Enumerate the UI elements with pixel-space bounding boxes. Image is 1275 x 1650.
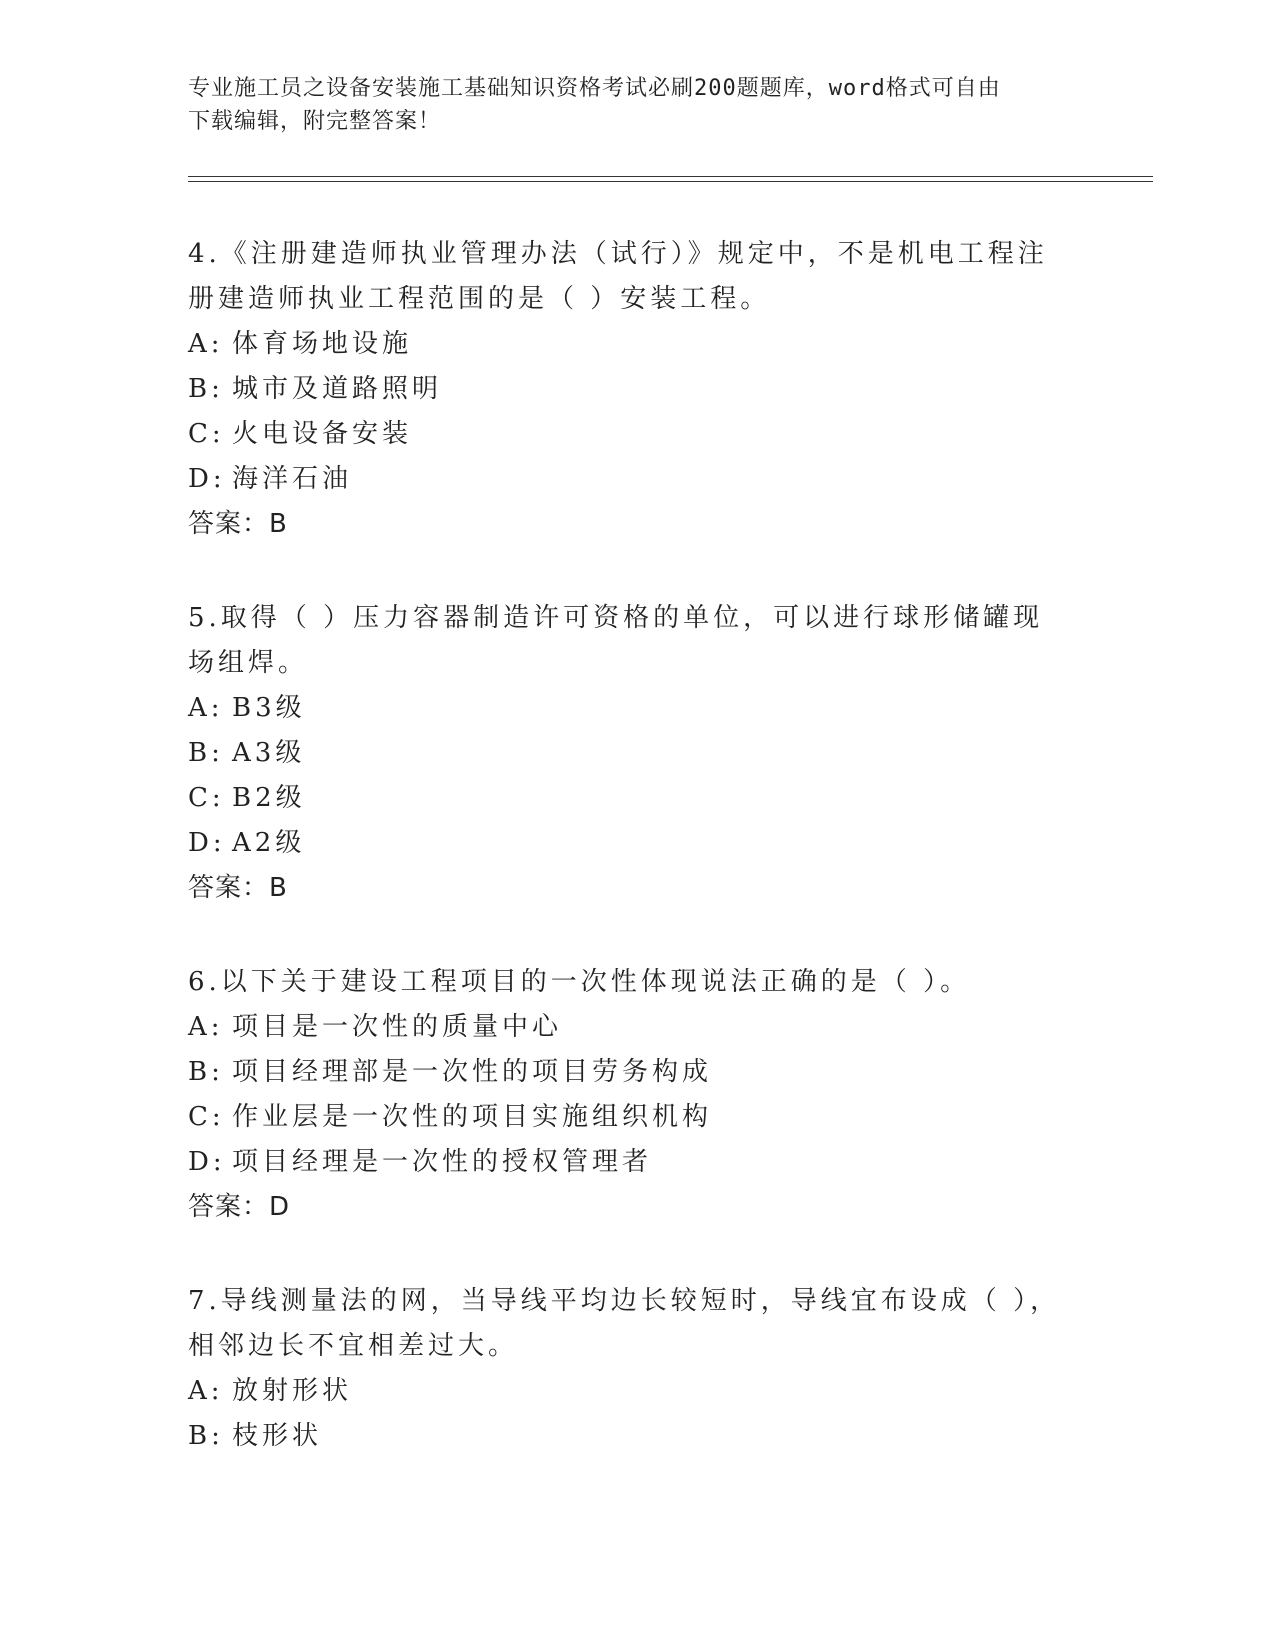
question-stem: 4.《注册建造师执业管理办法（试行）》规定中，不是机电工程注册建造师执业工程范围的是（ ）安装工程。 xyxy=(188,239,1048,314)
option-key: B: xyxy=(188,738,224,768)
option-key: A: xyxy=(188,693,224,723)
question-4 xyxy=(188,232,1068,547)
option-text: 项目经理部是一次性的项目劳务构成 xyxy=(232,1057,713,1087)
option-d xyxy=(188,821,1068,866)
option-b xyxy=(188,1414,1068,1459)
answer-line: 答案：B xyxy=(188,873,288,903)
question-7 xyxy=(188,1279,1068,1459)
option-a xyxy=(188,322,1068,367)
option-text: 城市及道路照明 xyxy=(232,374,443,404)
option-text: 体育场地设施 xyxy=(232,329,413,359)
option-d xyxy=(188,1140,1068,1185)
option-text: 项目经理是一次性的授权管理者 xyxy=(232,1147,653,1177)
option-text: 作业层是一次性的项目实施组织机构 xyxy=(232,1102,713,1132)
question-6 xyxy=(188,960,1068,1230)
option-key: C: xyxy=(188,419,225,449)
option-a xyxy=(188,686,1068,731)
option-key: D: xyxy=(188,1147,226,1177)
option-text: 枝形状 xyxy=(232,1421,323,1451)
option-b xyxy=(188,731,1068,776)
option-text: 海洋石油 xyxy=(232,464,353,494)
option-b xyxy=(188,1050,1068,1095)
header-line-1: 专业施工员之设备安装施工基础知识资格考试必刷200题题库，word格式可自由 xyxy=(188,76,1001,101)
header-divider-top xyxy=(188,176,1153,177)
option-d xyxy=(188,457,1068,502)
question-stem: 7.导线测量法的网，当导线平均边长较短时，导线宜布设成（ ），相邻边长不宜相差过大。 xyxy=(188,1286,1061,1361)
option-key: A: xyxy=(188,1376,224,1406)
question-stem: 6.以下关于建设工程项目的一次性体现说法正确的是（ ）。 xyxy=(188,967,971,997)
document-header xyxy=(188,72,1068,138)
option-text: 放射形状 xyxy=(232,1376,353,1406)
option-key: C: xyxy=(188,783,225,813)
option-key: A: xyxy=(188,1012,224,1042)
question-5 xyxy=(188,596,1068,911)
header-line-2: 下载编辑，附完整答案！ xyxy=(188,109,442,134)
option-text: 项目是一次性的质量中心 xyxy=(232,1012,563,1042)
option-text: B2级 xyxy=(232,783,306,813)
option-text: B3级 xyxy=(232,693,306,723)
option-b xyxy=(188,367,1068,412)
option-a xyxy=(188,1005,1068,1050)
option-key: A: xyxy=(188,329,224,359)
option-c xyxy=(188,776,1068,821)
option-key: C: xyxy=(188,1102,225,1132)
option-key: B: xyxy=(188,1057,224,1087)
header-divider-bottom xyxy=(188,181,1153,182)
option-key: B: xyxy=(188,1421,224,1451)
option-text: A3级 xyxy=(232,738,306,768)
option-key: B: xyxy=(188,374,224,404)
option-key: D: xyxy=(188,464,226,494)
option-c xyxy=(188,412,1068,457)
option-text: A2级 xyxy=(232,828,306,858)
option-key: D: xyxy=(188,828,226,858)
option-a xyxy=(188,1369,1068,1414)
option-text: 火电设备安装 xyxy=(232,419,413,449)
option-c xyxy=(188,1095,1068,1140)
answer-line: 答案：B xyxy=(188,509,288,539)
answer-line: 答案：D xyxy=(188,1192,291,1222)
question-stem: 5.取得（ ）压力容器制造许可资格的单位，可以进行球形储罐现场组焊。 xyxy=(188,603,1044,678)
